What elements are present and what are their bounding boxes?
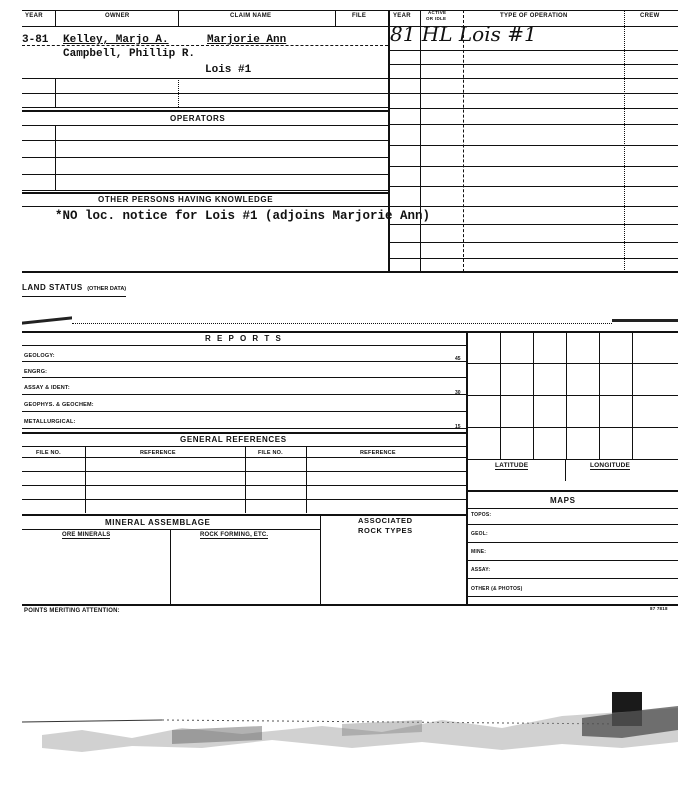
other-persons-top-border [22,192,388,194]
operators-top-border [22,110,388,112]
col-sep [335,10,336,26]
row-line [22,499,466,500]
rock-forming-label: ROCK FORMING, ETC. [200,532,269,538]
reports-right-divider [466,331,468,604]
row-line [22,190,388,191]
maps-top-border [466,490,678,492]
header-type-of-operation: TYPE OF OPERATION [500,13,568,19]
report-geology: GEOLOGY: [24,353,55,359]
land-status-label [22,277,126,297]
row-line [22,107,388,108]
col-sep [565,459,566,481]
maps-assay: ASSAY: [471,567,491,573]
general-references-top-border [22,432,466,434]
header-or-idle: OR IDLE [426,16,447,21]
land-status-sub: (OTHER DATA) [87,286,127,292]
right-row-line [388,124,678,125]
entry-date: 3-81 [22,34,49,46]
maps-geol: GEOL: [471,531,488,537]
owner-line-2: Campbell, Phillip R. [63,48,196,60]
gr-col-reference-1: REFERENCE [140,450,176,456]
grid-number-30: 30 [455,390,461,396]
right-row-line [388,186,678,187]
row-line [466,524,678,525]
points-meriting-attention: POINTS MERITING ATTENTION: [24,608,120,614]
grid-line [466,363,678,364]
row-line [22,174,388,175]
row-line [22,93,388,94]
row-line [22,457,466,458]
row-line [466,596,678,597]
right-row-line [388,93,678,94]
row-line [22,529,320,530]
land-status-title: LAND STATUS [22,283,83,292]
header-bottom-border [22,26,678,27]
reports-title: R E P O R T S [205,334,283,343]
grid-line [466,395,678,396]
associated-rock-types-1: ASSOCIATED [358,516,413,525]
longitude-label: LONGITUDE [590,462,631,469]
row-line [22,361,466,362]
header-file: FILE [352,13,367,19]
row-line [22,157,388,158]
row-line [22,394,466,395]
form-bottom-border [22,604,678,606]
row-line [22,78,388,79]
scan-mark [612,319,678,322]
right-row-line [388,64,678,65]
grid-line [466,427,678,428]
col-sep [178,10,179,26]
maps-topos: TOPOS: [471,512,492,518]
grid-number-15: 15 [455,424,461,430]
row-line [466,508,678,509]
row-line [22,206,388,207]
scan-mark [22,316,72,324]
right-row-line [388,206,678,207]
latitude-label: LATITUDE [495,462,529,469]
row-line [466,578,678,579]
col-sep [306,446,307,513]
row-line [22,446,466,447]
col-sep [85,446,86,513]
report-assay: ASSAY & IDENT: [24,385,70,391]
right-row-line [388,145,678,146]
col-sep [245,446,246,513]
form-code: 87 7818 [650,606,668,611]
grid-line [466,459,678,460]
header-owner: OWNER [105,13,130,19]
right-row-line [388,166,678,167]
header-year: YEAR [25,13,43,19]
gr-col-reference-2: REFERENCE [360,450,396,456]
grid-number-45: 45 [455,356,461,362]
col-sep [320,514,321,604]
handwritten-entry: 81 HL Lois #1 [390,22,537,46]
row-line [466,542,678,543]
top-block-bottom-border [22,271,678,273]
maps-other: OTHER (& PHOTOS) [471,586,523,592]
row-line [22,428,466,429]
right-row-line [388,78,678,79]
row-line [22,377,466,378]
maps-mine: MINE: [471,549,487,555]
report-engrg: ENGRG: [24,369,48,375]
right-row-line [388,224,678,225]
header-year-2: YEAR [393,13,411,19]
row-line [466,560,678,561]
gr-col-file-no-2: FILE NO. [258,450,283,456]
header-crew: CREW [640,13,660,19]
col-sep [55,125,56,190]
row-line [22,140,388,141]
row-line [22,125,388,126]
right-row-line [388,242,678,243]
claim-line-1: Marjorie Ann [207,34,287,46]
owner-line-1: Kelley, Marjo A. [63,34,169,46]
report-geophys: GEOPHYS. & GEOCHEM: [24,402,94,408]
operators-title: OPERATORS [170,114,226,123]
general-references-title: GENERAL REFERENCES [180,435,287,444]
row-line [22,45,388,46]
scan-noise [22,690,678,770]
report-metallurgical: METALLURGICAL: [24,419,76,425]
right-row-line [388,258,678,259]
col-sep [55,10,56,26]
header-active: ACTIVE [428,10,447,15]
right-row-line [388,108,678,109]
col-sep [55,78,56,107]
row-line [22,411,466,412]
scan-line [72,323,612,324]
row-line [22,485,466,486]
associated-rock-types-2: ROCK TYPES [358,526,413,535]
top-border [22,10,678,11]
header-claim-name: CLAIM NAME [230,13,272,19]
row-line [22,345,466,346]
right-row-line [388,50,678,51]
col-sep [170,529,171,604]
row-line [22,471,466,472]
maps-title: MAPS [550,496,576,505]
reports-top-border [22,331,678,333]
ore-minerals-label: ORE MINERALS [62,532,111,538]
claim-line-2: Lois #1 [205,64,252,76]
other-persons-note: *NO loc. notice for Lois #1 (adjoins Marjorie Ann) [55,209,431,223]
other-persons-title: OTHER PERSONS HAVING KNOWLEDGE [98,195,274,204]
mineral-assemblage-title: MINERAL ASSEMBLAGE [105,518,211,527]
gr-col-file-no-1: FILE NO. [36,450,61,456]
col-sep [178,78,179,107]
